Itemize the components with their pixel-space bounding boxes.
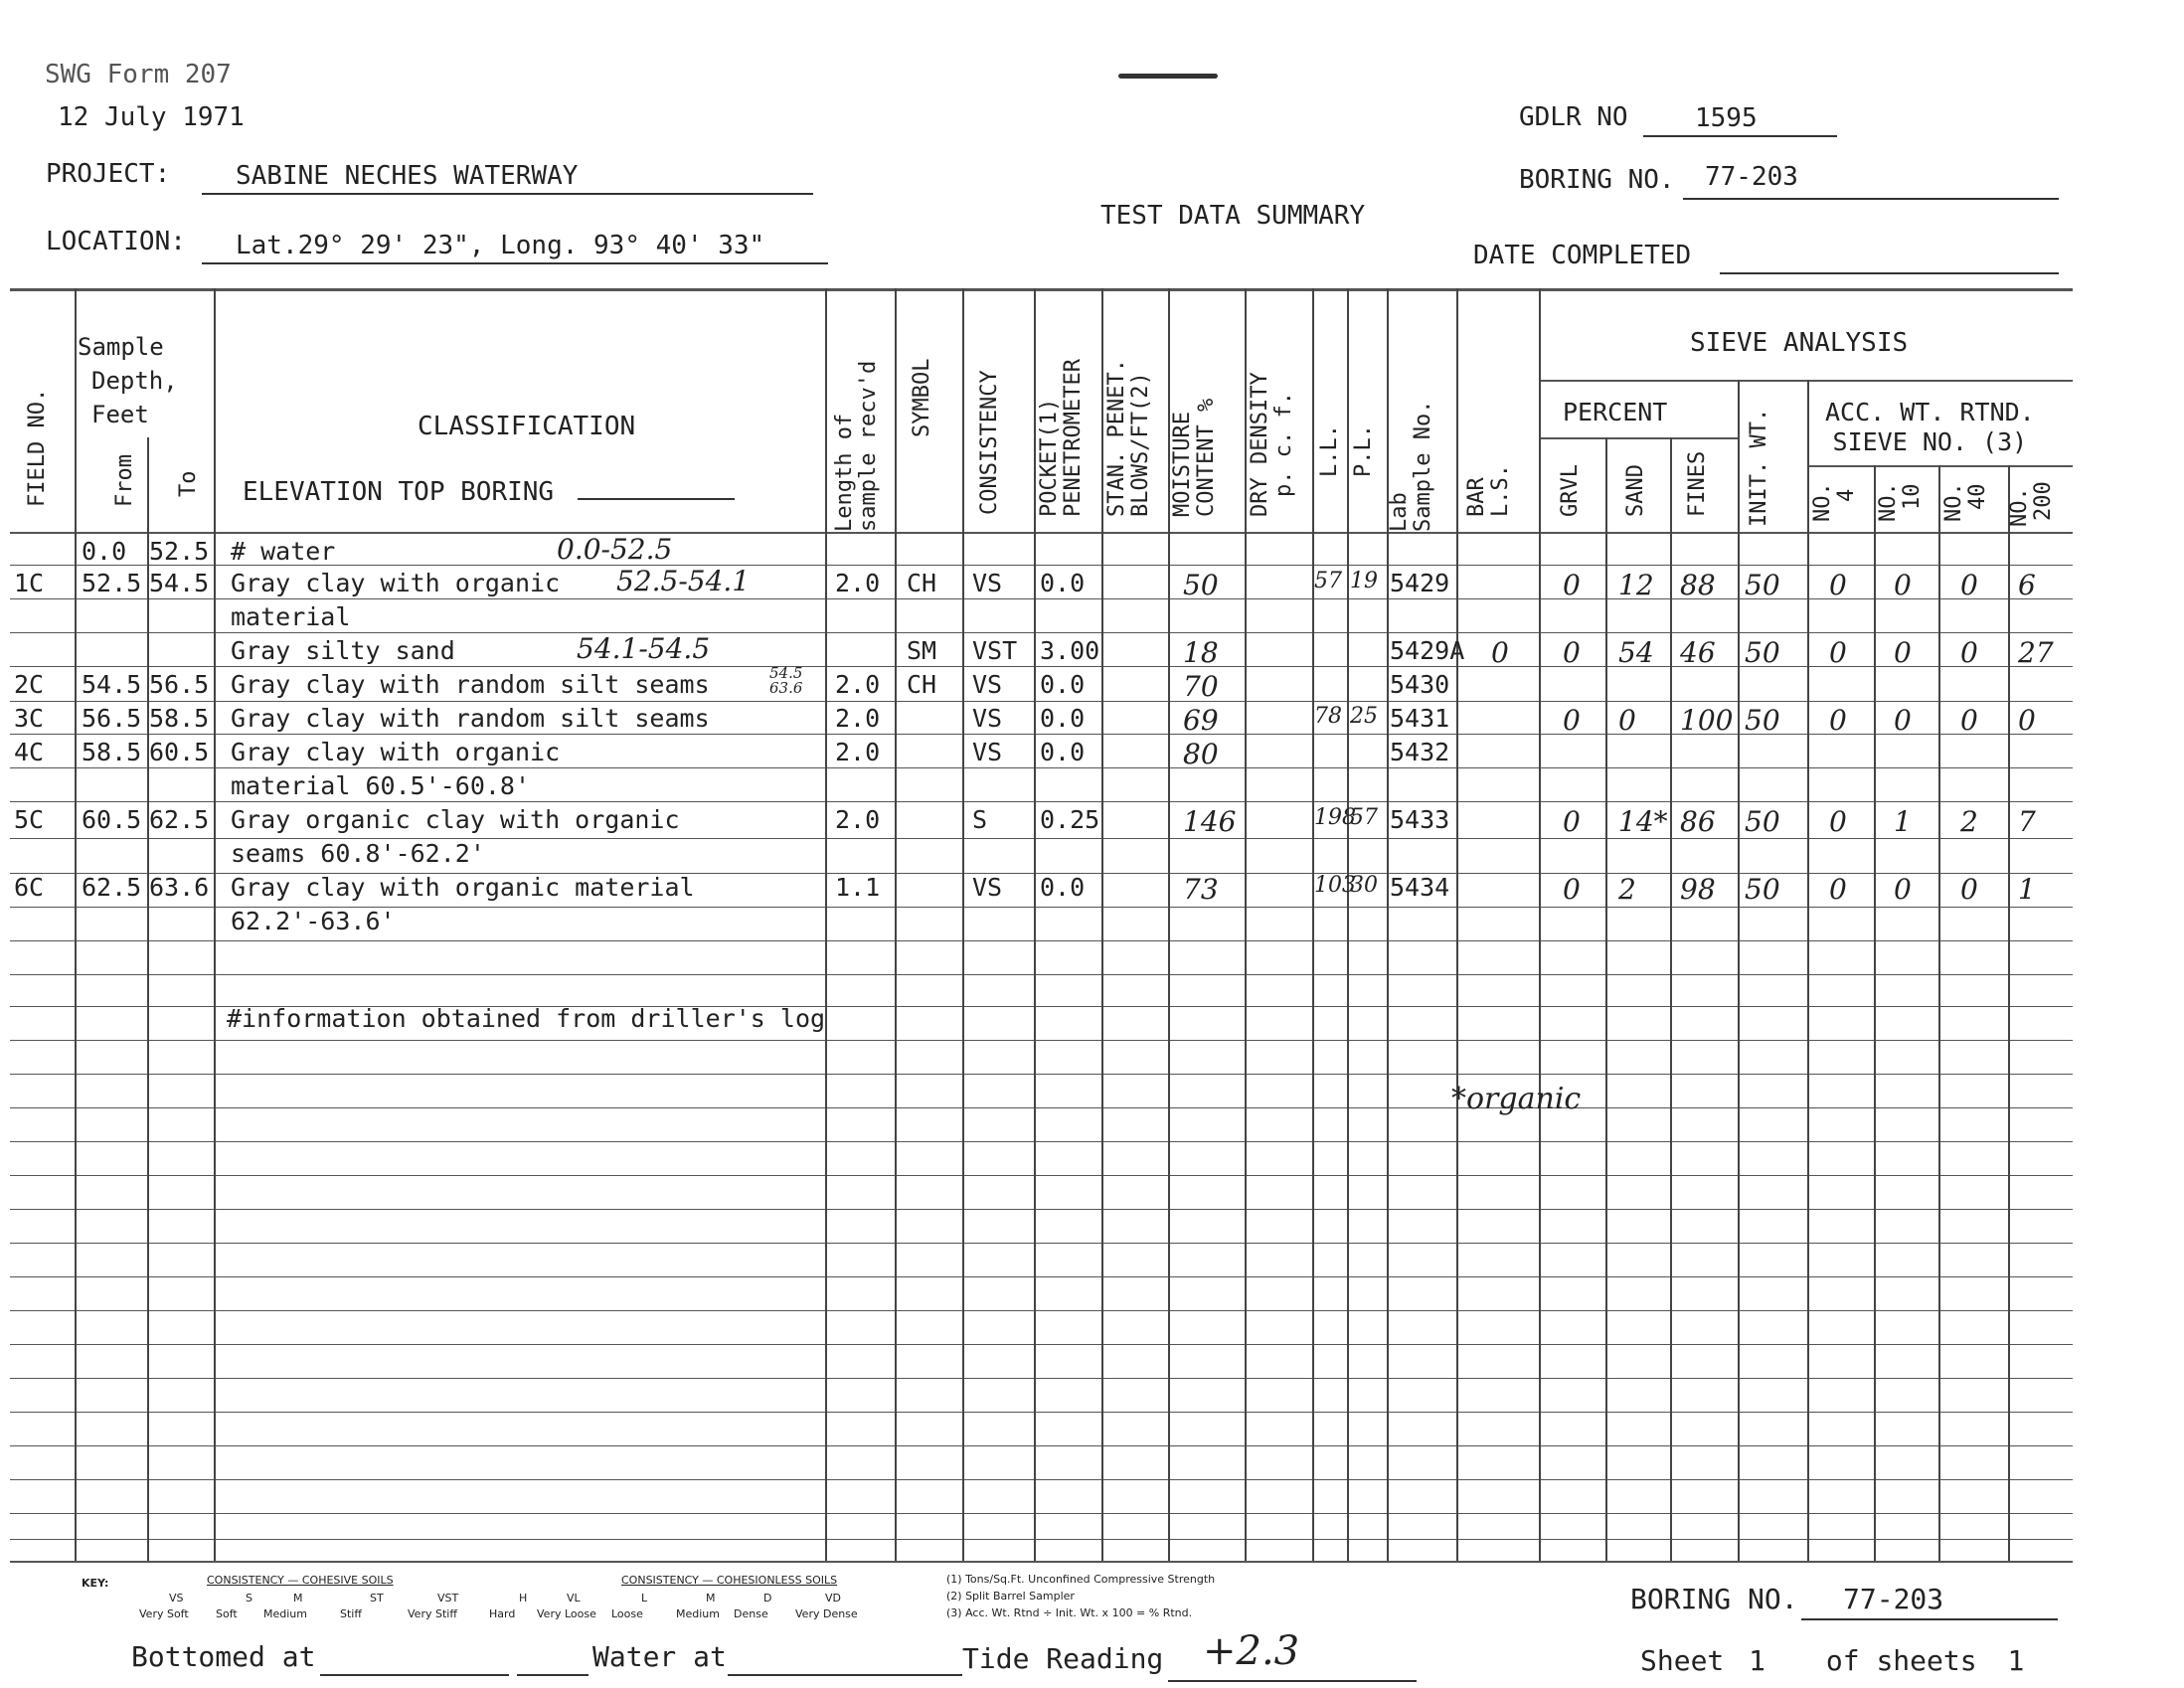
row-4-field-no: 2C bbox=[14, 670, 45, 699]
key-code-0: VS bbox=[169, 1592, 184, 1604]
grid-vline bbox=[895, 288, 897, 1561]
row-1-sand-percent: 12 bbox=[1618, 569, 1654, 601]
row-10-pocket-penetrometer: 0.0 bbox=[1040, 873, 1086, 902]
sheets-total: 1 bbox=[2007, 1644, 2025, 1677]
grid-hline bbox=[10, 1107, 2073, 1108]
col-no200-line1: NO. bbox=[2007, 487, 2032, 527]
row-5-sieve-no10: 0 bbox=[1894, 704, 1912, 737]
gdlr-value bbox=[1643, 103, 1837, 137]
row-6-lab-sample-no: 5432 bbox=[1390, 738, 1450, 766]
row-3-moisture-content: 18 bbox=[1183, 636, 1219, 669]
project-name: SABINE NECHES WATERWAY bbox=[236, 161, 579, 191]
row-6-classification-text: Gray clay with organic bbox=[231, 738, 561, 766]
grid-hline bbox=[10, 701, 2073, 702]
top-mark bbox=[1118, 74, 1218, 79]
row-5-plastic-limit: 25 bbox=[1350, 704, 1378, 729]
col-moisture-line1: MOISTURE bbox=[1170, 412, 1195, 517]
row-5-initial-weight: 50 bbox=[1745, 704, 1780, 737]
col-no200 bbox=[2008, 481, 2056, 527]
col-ll: L.L. bbox=[1317, 424, 1342, 477]
organic-note: *organic bbox=[1451, 1082, 1582, 1116]
row-10-sieve-no40: 0 bbox=[1960, 873, 1978, 906]
row-0-depth-from: 0.0 bbox=[82, 537, 127, 566]
col-pocket bbox=[1038, 359, 1086, 517]
grid-vline bbox=[75, 288, 77, 1561]
grid-hline bbox=[10, 1445, 2073, 1446]
location-value bbox=[202, 231, 828, 264]
col-length-line2: sample recv'd bbox=[856, 360, 881, 532]
col-bar-line1: BAR bbox=[1464, 477, 1489, 517]
row-0-handwritten-depth: 0.0-52.5 bbox=[557, 533, 673, 566]
grid-vline bbox=[1456, 288, 1458, 1561]
col-no4-line1: NO. bbox=[1810, 482, 1835, 522]
col-from: From bbox=[112, 454, 137, 507]
key-desc-2: Medium bbox=[263, 1607, 307, 1620]
page-title: TEST DATA SUMMARY bbox=[1100, 201, 1366, 231]
col-sample-depth-line3: Feet bbox=[91, 401, 149, 428]
row-5-depth-to: 58.5 bbox=[149, 704, 210, 733]
row-4-pocket-penetrometer: 0.0 bbox=[1040, 670, 1086, 699]
key-desc-1: Soft bbox=[216, 1607, 238, 1620]
row-4-classification-text: Gray clay with random silt seams bbox=[231, 670, 710, 699]
grid-vline bbox=[1101, 288, 1103, 1561]
project-value bbox=[202, 161, 813, 195]
row-10-plastic-limit: 30 bbox=[1350, 873, 1378, 898]
grid-vline bbox=[1312, 288, 1314, 1561]
key-desc-6: Very Loose bbox=[537, 1607, 596, 1620]
grid-hline bbox=[1539, 437, 1738, 439]
col-no200-line2: 200 bbox=[2031, 481, 2056, 521]
sheets-of-text: of sheets bbox=[1825, 1644, 1977, 1677]
row-1-fines-percent: 88 bbox=[1680, 569, 1716, 601]
col-consistency: CONSISTENCY bbox=[977, 370, 1002, 515]
row-5-pocket-penetrometer: 0.0 bbox=[1040, 704, 1086, 733]
col-pocket-line1: POCKET(1) bbox=[1037, 398, 1062, 517]
grid-vline bbox=[962, 288, 964, 1561]
row-10-moisture-content: 73 bbox=[1183, 873, 1219, 906]
key-code-10: VD bbox=[825, 1592, 841, 1604]
row-7-classification-text: material 60.5'-60.8' bbox=[231, 771, 531, 800]
row-5-sieve-no4: 0 bbox=[1829, 704, 1847, 737]
key-code-7: L bbox=[641, 1592, 648, 1604]
col-sample-depth-line1: Sample bbox=[78, 333, 164, 361]
key-desc-5: Hard bbox=[489, 1607, 516, 1620]
bottomed-blank-1 bbox=[320, 1674, 509, 1676]
col-no40 bbox=[1942, 482, 1990, 522]
col-no10-line2: 10 bbox=[1900, 483, 1925, 510]
row-1-consistency: VS bbox=[972, 569, 1003, 597]
row-1-sieve-no4: 0 bbox=[1829, 569, 1847, 601]
row-3-sieve-no40: 0 bbox=[1960, 636, 1978, 669]
grid-hline bbox=[1539, 380, 2073, 382]
sheet-text: Sheet bbox=[1640, 1644, 1725, 1677]
row-10-consistency: VS bbox=[972, 873, 1003, 902]
row-10-liquid-limit: 103 bbox=[1314, 873, 1356, 898]
row-3-sieve-no200: 27 bbox=[2018, 636, 2054, 669]
grid-hline bbox=[10, 1412, 2073, 1413]
row-8-moisture-content: 146 bbox=[1183, 805, 1237, 838]
row-8-classification-text: Gray organic clay with organic bbox=[231, 805, 680, 834]
grid-hline bbox=[10, 533, 2073, 534]
grid-hline bbox=[10, 1513, 2073, 1514]
row-5-classification-text: Gray clay with random silt seams bbox=[231, 704, 710, 733]
col-dry-line1: DRY DENSITY bbox=[1248, 372, 1272, 517]
grid-vline bbox=[1938, 465, 1940, 1561]
grid-vline bbox=[1874, 465, 1876, 1561]
col-no10-line1: NO. bbox=[1876, 482, 1901, 522]
grid-hline bbox=[10, 288, 2073, 291]
row-5-gravel-percent: 0 bbox=[1563, 704, 1581, 737]
col-grvl: GRVL bbox=[1558, 464, 1583, 517]
col-lab-sample bbox=[1388, 401, 1435, 532]
driller-log-note: #information obtained from driller's log bbox=[227, 1004, 826, 1033]
grid-vline bbox=[1245, 288, 1247, 1561]
col-elevation bbox=[243, 477, 735, 507]
row-8-lab-sample-no: 5433 bbox=[1390, 805, 1450, 834]
col-fines: FINES bbox=[1685, 450, 1710, 517]
row-8-sieve-no4: 0 bbox=[1829, 805, 1847, 838]
grid-hline bbox=[10, 1040, 2073, 1041]
row-1-sample-length: 2.0 bbox=[835, 569, 881, 597]
grid-hline bbox=[10, 1310, 2073, 1311]
row-6-depth-from: 58.5 bbox=[82, 738, 142, 766]
row-5-consistency: VS bbox=[972, 704, 1003, 733]
sheet-label bbox=[1640, 1644, 2024, 1677]
project-label: PROJECT: bbox=[46, 159, 171, 189]
col-dry-density bbox=[1249, 372, 1296, 517]
key-code-5: H bbox=[519, 1592, 528, 1604]
row-5-moisture-content: 69 bbox=[1183, 704, 1219, 737]
row-10-lab-sample-no: 5434 bbox=[1390, 873, 1450, 902]
row-5-sieve-no40: 0 bbox=[1960, 704, 1978, 737]
row-4-sample-length: 2.0 bbox=[835, 670, 881, 699]
col-bar-ls bbox=[1465, 464, 1513, 517]
row-6-depth-to: 60.5 bbox=[149, 738, 210, 766]
grid-hline bbox=[10, 1243, 2073, 1244]
row-4-consistency: VS bbox=[972, 670, 1003, 699]
grid-hline bbox=[10, 940, 2073, 941]
key-code-6: VL bbox=[567, 1592, 581, 1604]
col-classification: CLASSIFICATION bbox=[418, 412, 636, 441]
col-stan bbox=[1105, 359, 1153, 517]
row-5-sand-percent: 0 bbox=[1618, 704, 1636, 737]
col-pocket-line2: PENETROMETER bbox=[1061, 359, 1086, 517]
row-0-classification-text: # water bbox=[231, 537, 336, 566]
form-number: SWG Form 207 bbox=[45, 60, 232, 89]
row-10-sieve-no10: 0 bbox=[1894, 873, 1912, 906]
key-desc-7: Loose bbox=[611, 1607, 643, 1620]
col-percent: PERCENT bbox=[1563, 398, 1668, 426]
key-cohesionless: CONSISTENCY — COHESIONLESS SOILS bbox=[621, 1574, 838, 1587]
footer-boring-label: BORING NO. bbox=[1630, 1583, 1798, 1615]
row-3-classification-text: Gray silty sand bbox=[231, 636, 455, 665]
row-4-depth-from: 54.5 bbox=[82, 670, 142, 699]
grid-vline bbox=[1738, 380, 1740, 1561]
key-code-8: M bbox=[706, 1592, 716, 1604]
row-5-depth-from: 56.5 bbox=[82, 704, 142, 733]
col-symbol: SYMBOL bbox=[910, 358, 934, 437]
row-8-depth-to: 62.5 bbox=[149, 805, 210, 834]
row-8-pocket-penetrometer: 0.25 bbox=[1040, 805, 1100, 834]
key-cohesive: CONSISTENCY — COHESIVE SOILS bbox=[207, 1574, 394, 1587]
col-acc-wt bbox=[1825, 398, 2035, 457]
row-1-pocket-penetrometer: 0.0 bbox=[1040, 569, 1086, 597]
grid-hline bbox=[10, 1539, 2073, 1540]
row-10-classification-text: Gray clay with organic material bbox=[231, 873, 695, 902]
row-1-symbol: CH bbox=[907, 569, 937, 597]
grid-hline bbox=[10, 632, 2073, 633]
row-3-bar-ls: 0 bbox=[1491, 636, 1509, 669]
row-10-depth-to: 63.6 bbox=[149, 873, 210, 902]
row-9-classification-text: seams 60.8'-62.2' bbox=[231, 839, 485, 868]
key-note-1: (1) Tons/Sq.Ft. Unconfined Compressive Strength bbox=[946, 1573, 1216, 1586]
col-elevation-blank bbox=[578, 498, 735, 500]
row-10-depth-from: 62.5 bbox=[82, 873, 142, 902]
key-code-1: S bbox=[246, 1592, 252, 1604]
row-10-field-no: 6C bbox=[14, 873, 45, 902]
form-date: 12 July 1971 bbox=[58, 102, 245, 132]
boring-label: BORING NO. bbox=[1519, 165, 1675, 195]
row-6-moisture-content: 80 bbox=[1183, 738, 1219, 770]
row-1-gravel-percent: 0 bbox=[1563, 569, 1581, 601]
col-no40-line1: NO. bbox=[1941, 482, 1966, 522]
row-4-lab-sample-no: 5430 bbox=[1390, 670, 1450, 699]
row-1-sieve-no10: 0 bbox=[1894, 569, 1912, 601]
gdlr-number: 1595 bbox=[1695, 103, 1758, 133]
row-3-sand-percent: 54 bbox=[1618, 636, 1654, 669]
key-note-2: (2) Split Barrel Sampler bbox=[946, 1590, 1075, 1603]
location-text: Lat.29° 29' 23", Long. 93° 40' 33" bbox=[236, 231, 765, 260]
grid-hline bbox=[10, 1276, 2073, 1277]
key-desc-3: Stiff bbox=[340, 1607, 362, 1620]
key-code-9: D bbox=[763, 1592, 772, 1604]
key-desc-0: Very Soft bbox=[139, 1607, 189, 1620]
row-6-consistency: VS bbox=[972, 738, 1003, 766]
grid-vline bbox=[214, 288, 216, 1561]
row-10-sample-length: 1.1 bbox=[835, 873, 881, 902]
col-moisture bbox=[1171, 399, 1219, 517]
grid-vline bbox=[1807, 380, 1809, 1561]
row-1-plastic-limit: 19 bbox=[1350, 569, 1378, 593]
grid-vline bbox=[2008, 465, 2010, 1561]
row-8-field-no: 5C bbox=[14, 805, 45, 834]
row-6-sample-length: 2.0 bbox=[835, 738, 881, 766]
col-length-line1: Length of bbox=[832, 413, 857, 532]
date-completed-label: DATE COMPLETED bbox=[1473, 241, 1692, 270]
row-10-sand-percent: 2 bbox=[1618, 873, 1636, 906]
col-no10 bbox=[1877, 482, 1925, 522]
row-2-classification-text: material bbox=[231, 602, 351, 631]
date-completed-value bbox=[1720, 239, 2059, 274]
bottomed-label: Bottomed at bbox=[131, 1640, 316, 1673]
row-3-lab-sample-no: 5429A bbox=[1390, 636, 1465, 665]
col-acc-line2: SIEVE NO. (3) bbox=[1832, 427, 2028, 456]
footer-boring-value bbox=[1801, 1583, 2058, 1620]
row-10-gravel-percent: 0 bbox=[1563, 873, 1581, 906]
grid-vline bbox=[1539, 288, 1541, 1561]
col-no40-line2: 40 bbox=[1965, 483, 1990, 510]
row-3-pocket-penetrometer: 3.00 bbox=[1040, 636, 1100, 665]
grid-vline bbox=[825, 288, 827, 1561]
row-5-lab-sample-no: 5431 bbox=[1390, 704, 1450, 733]
row-4-handwritten-depth: 54.5 63.6 bbox=[769, 664, 803, 697]
col-no4 bbox=[1811, 482, 1859, 522]
tide-blank bbox=[1168, 1680, 1417, 1682]
row-8-sample-length: 2.0 bbox=[835, 805, 881, 834]
row-6-pocket-penetrometer: 0.0 bbox=[1040, 738, 1086, 766]
row-5-sample-length: 2.0 bbox=[835, 704, 881, 733]
row-8-initial-weight: 50 bbox=[1745, 805, 1780, 838]
col-init-wt: INIT. WT. bbox=[1747, 408, 1771, 527]
row-8-plastic-limit: 57 bbox=[1350, 805, 1378, 830]
sheet-number: 1 bbox=[1749, 1644, 1766, 1677]
grid-hline bbox=[10, 767, 2073, 768]
grid-hline bbox=[10, 1074, 2073, 1075]
boring-value bbox=[1683, 162, 2059, 200]
row-6-field-no: 4C bbox=[14, 738, 45, 766]
row-10-sieve-no200: 1 bbox=[2018, 873, 2036, 906]
row-1-sieve-no40: 0 bbox=[1960, 569, 1978, 601]
row-1-liquid-limit: 57 bbox=[1314, 569, 1342, 593]
row-1-lab-sample-no: 5429 bbox=[1390, 569, 1450, 597]
grid-hline bbox=[10, 1561, 2073, 1563]
location-label: LOCATION: bbox=[46, 227, 186, 256]
key-note-3: (3) Acc. Wt. Rtnd ÷ Init. Wt. x 100 = % Rtnd. bbox=[946, 1606, 1193, 1619]
col-sample-depth bbox=[78, 330, 178, 431]
row-4-symbol: CH bbox=[907, 670, 937, 699]
row-4-depth-to: 56.5 bbox=[149, 670, 210, 699]
row-3-fines-percent: 46 bbox=[1680, 636, 1716, 669]
row-1-classification-text: Gray clay with organic bbox=[231, 569, 561, 597]
col-sand: SAND bbox=[1623, 464, 1648, 517]
grid-vline bbox=[1347, 288, 1349, 1561]
row-10-initial-weight: 50 bbox=[1745, 873, 1780, 906]
tide-label: Tide Reading bbox=[962, 1642, 1164, 1675]
key-code-2: M bbox=[293, 1592, 303, 1604]
row-8-gravel-percent: 0 bbox=[1563, 805, 1581, 838]
row-1-moisture-content: 50 bbox=[1183, 569, 1219, 601]
row-5-liquid-limit: 78 bbox=[1314, 704, 1342, 729]
row-1-sieve-no200: 6 bbox=[2018, 569, 2036, 601]
row-1-handwritten-depth: 52.5-54.1 bbox=[616, 565, 751, 597]
col-length bbox=[833, 361, 881, 532]
row-3-initial-weight: 50 bbox=[1745, 636, 1780, 669]
water-blank bbox=[728, 1674, 962, 1676]
row-8-sieve-no40: 2 bbox=[1960, 805, 1978, 838]
row-0-depth-to: 52.5 bbox=[149, 537, 210, 566]
key-code-3: ST bbox=[370, 1592, 384, 1604]
col-no4-line2: 4 bbox=[1834, 488, 1859, 502]
row-11-classification-text: 62.2'-63.6' bbox=[231, 907, 396, 935]
grid-vline bbox=[147, 437, 149, 1561]
row-1-depth-from: 52.5 bbox=[82, 569, 142, 597]
grid-hline bbox=[10, 1378, 2073, 1379]
grid-vline bbox=[1670, 437, 1672, 1561]
col-bar-line2: L.S. bbox=[1488, 464, 1513, 517]
col-field-no: FIELD NO. bbox=[25, 388, 50, 507]
row-8-sand-percent: 14* bbox=[1618, 805, 1668, 838]
bottomed-blank-2 bbox=[517, 1674, 588, 1676]
key-label: KEY: bbox=[82, 1577, 109, 1590]
row-3-symbol: SM bbox=[907, 636, 937, 665]
row-5-sieve-no200: 0 bbox=[2018, 704, 2036, 737]
row-3-sieve-no10: 0 bbox=[1894, 636, 1912, 669]
row-8-sieve-no10: 1 bbox=[1894, 805, 1912, 838]
col-pl: P.L. bbox=[1351, 424, 1376, 477]
row-5-fines-percent: 100 bbox=[1680, 704, 1734, 737]
row-1-initial-weight: 50 bbox=[1745, 569, 1780, 601]
row-10-fines-percent: 98 bbox=[1680, 873, 1716, 906]
row-1-field-no: 1C bbox=[14, 569, 45, 597]
col-elevation-label: ELEVATION TOP BORING bbox=[243, 477, 555, 507]
grid-vline bbox=[1605, 437, 1607, 1561]
row-3-handwritten-depth: 54.1-54.5 bbox=[577, 632, 711, 665]
grid-hline bbox=[10, 1209, 2073, 1210]
water-label: Water at bbox=[592, 1640, 727, 1673]
col-moisture-line2: CONTENT % bbox=[1194, 398, 1219, 517]
row-3-consistency: VST bbox=[972, 636, 1018, 665]
grid-hline bbox=[10, 1344, 2073, 1345]
tide-value: +2.3 bbox=[1203, 1628, 1300, 1674]
row-10-sieve-no4: 0 bbox=[1829, 873, 1847, 906]
grid-hline bbox=[10, 1141, 2073, 1142]
col-lab-line2: Sample No. bbox=[1411, 400, 1435, 532]
row-1-depth-to: 54.5 bbox=[149, 569, 210, 597]
row-8-sieve-no200: 7 bbox=[2018, 805, 2036, 838]
col-sieve-analysis: SIEVE ANALYSIS bbox=[1690, 328, 1909, 358]
grid-hline bbox=[10, 1479, 2073, 1480]
gdlr-label: GDLR NO bbox=[1519, 102, 1628, 132]
col-stan-line1: STAN. PENET. bbox=[1104, 359, 1129, 517]
grid-hline bbox=[10, 1175, 2073, 1176]
col-stan-line2: BLOWS/FT(2) bbox=[1128, 372, 1153, 517]
key-desc-8: Medium bbox=[676, 1607, 720, 1620]
footer-boring-number: 77-203 bbox=[1843, 1583, 1944, 1615]
key-desc-4: Very Stiff bbox=[408, 1607, 457, 1620]
col-sample-depth-line2: Depth, bbox=[91, 367, 178, 395]
row-8-fines-percent: 86 bbox=[1680, 805, 1716, 838]
row-8-consistency: S bbox=[972, 805, 988, 834]
row-5-field-no: 3C bbox=[14, 704, 45, 733]
row-4-moisture-content: 70 bbox=[1183, 670, 1219, 703]
key-desc-10: Very Dense bbox=[795, 1607, 858, 1620]
key-desc-9: Dense bbox=[734, 1607, 768, 1620]
row-8-depth-from: 60.5 bbox=[82, 805, 142, 834]
grid-hline bbox=[10, 974, 2073, 975]
key-notes bbox=[946, 1571, 1215, 1621]
col-dry-line2: p. c. f. bbox=[1271, 392, 1296, 497]
grid-vline bbox=[1034, 288, 1036, 1561]
col-lab-line1: Lab bbox=[1387, 492, 1412, 532]
row-8-liquid-limit: 198 bbox=[1314, 805, 1356, 830]
col-to: To bbox=[176, 470, 201, 497]
row-3-gravel-percent: 0 bbox=[1563, 636, 1581, 669]
col-acc-line1: ACC. WT. RTND. bbox=[1825, 398, 2035, 426]
boring-number: 77-203 bbox=[1705, 162, 1798, 192]
grid-hline bbox=[10, 801, 2073, 802]
key-code-4: VST bbox=[437, 1592, 459, 1604]
row-3-sieve-no4: 0 bbox=[1829, 636, 1847, 669]
